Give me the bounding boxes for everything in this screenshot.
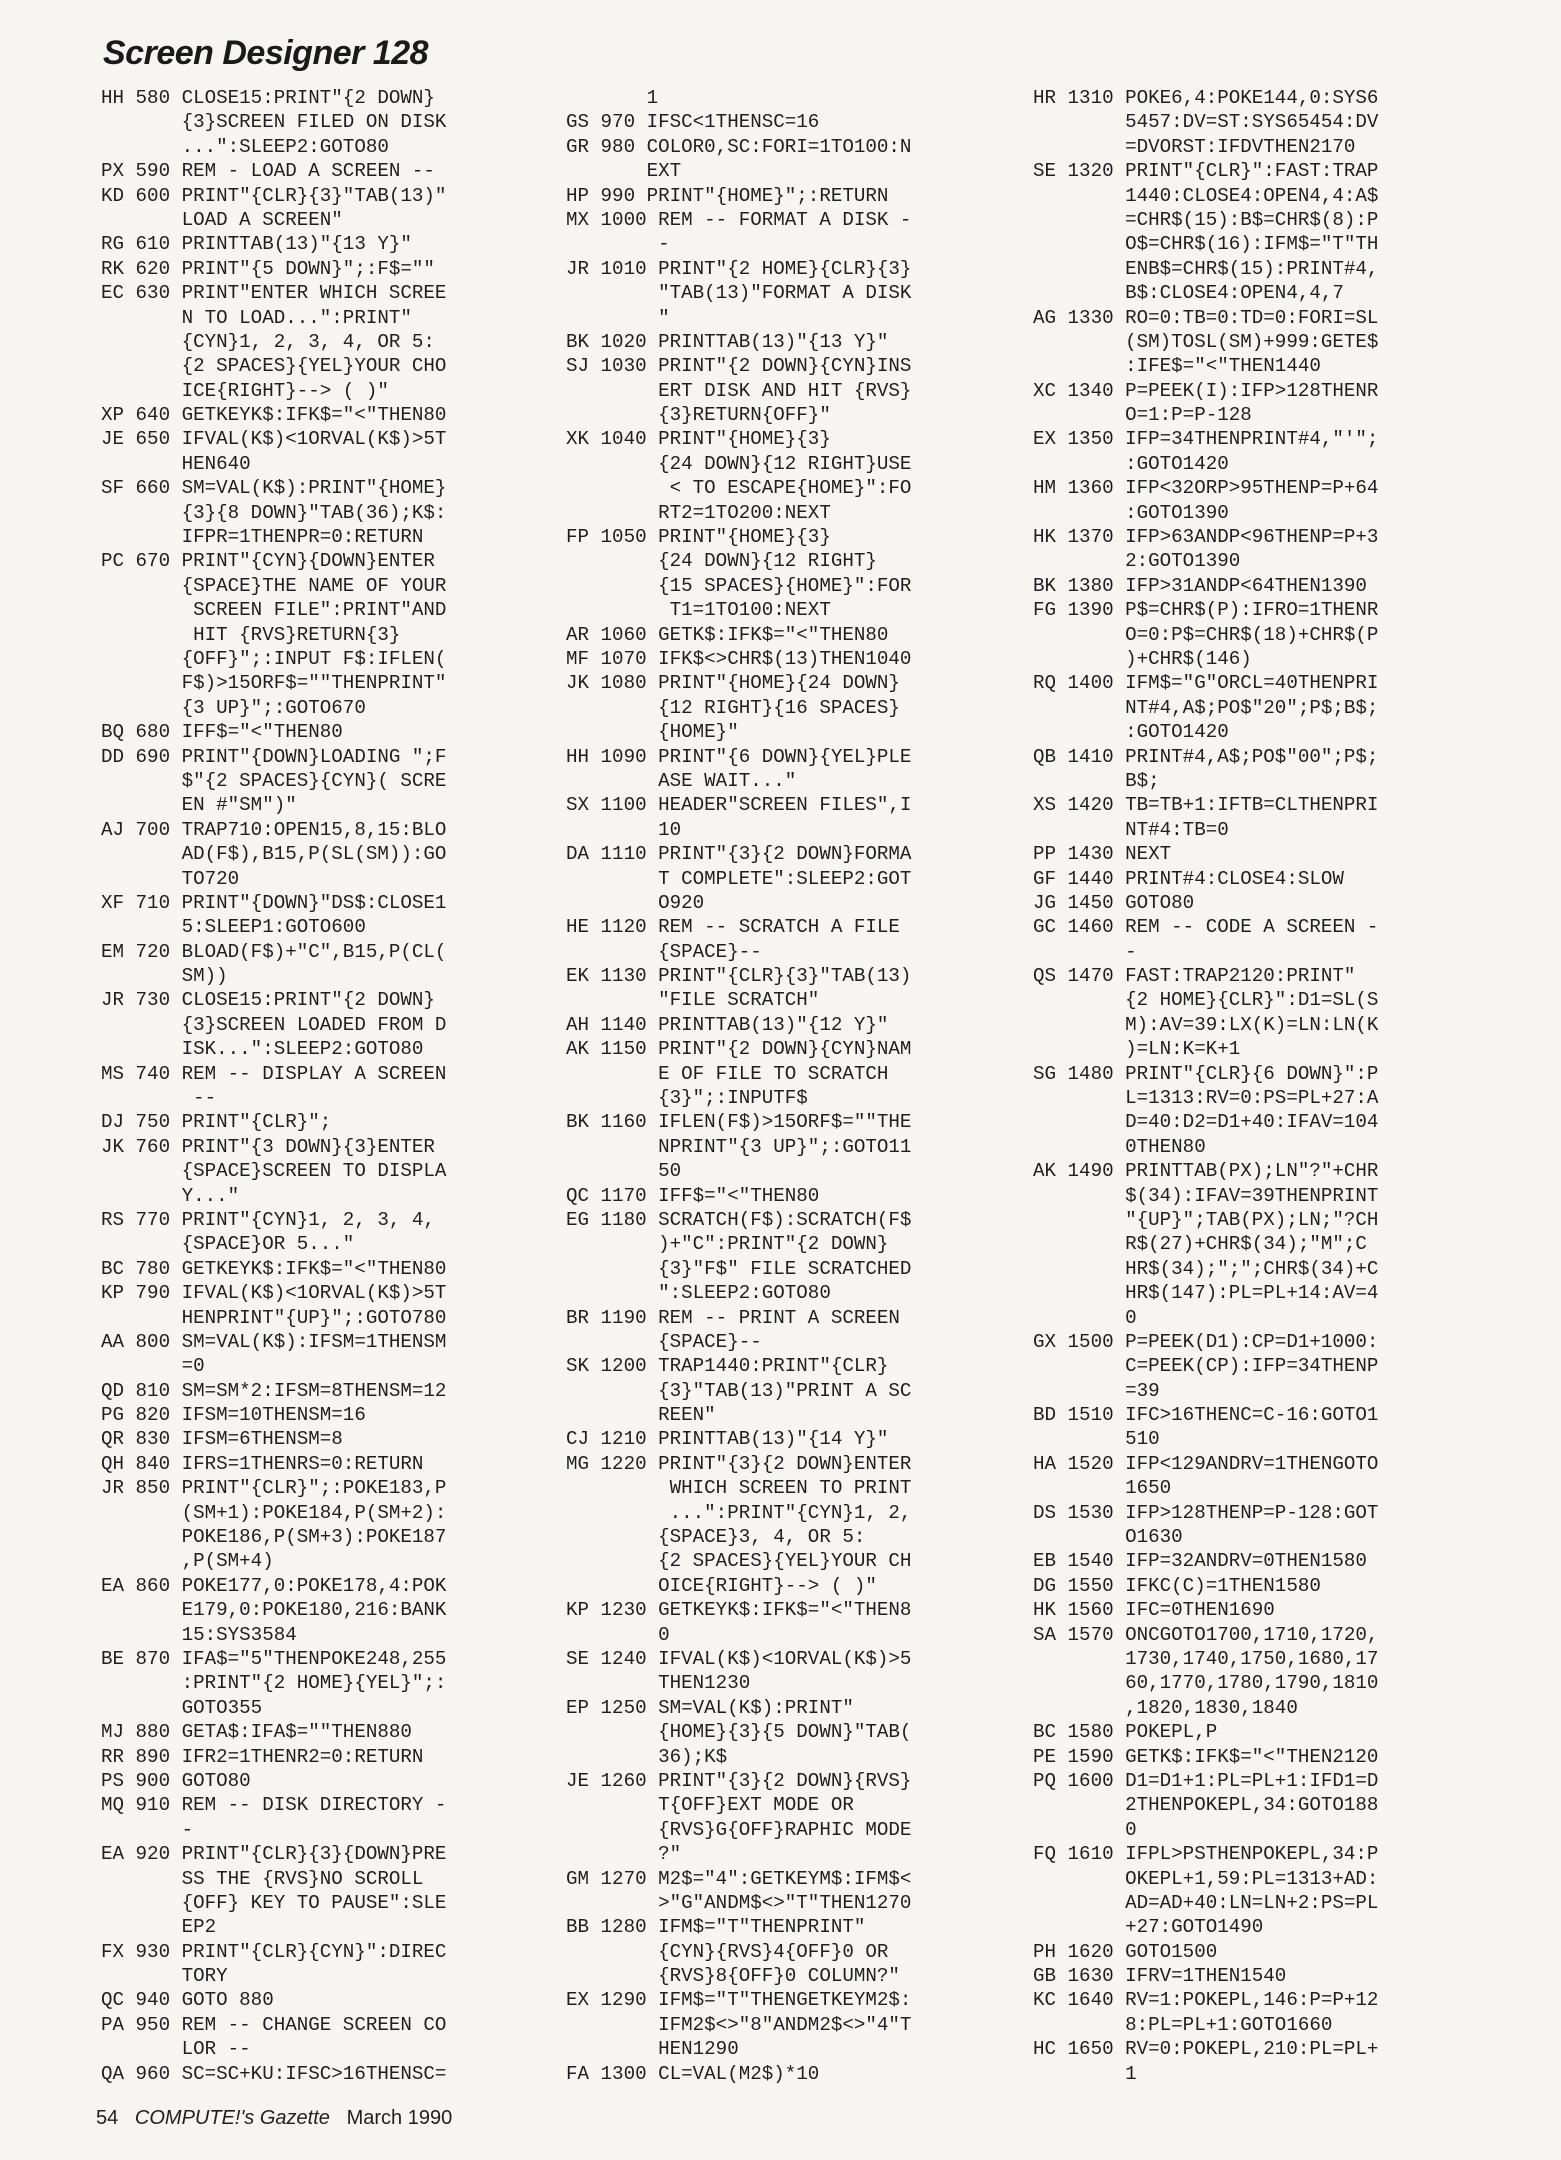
code-line: 10 — [566, 818, 682, 841]
code-line: BC 780 GETKEYK$:IFK$="<"THEN80 — [101, 1257, 447, 1280]
code-line: BE 870 IFA$="5"THENPOKE248,255 — [101, 1648, 447, 1670]
code-line: D=40:D2=D1+40:IFAV=104 — [1033, 1111, 1379, 1134]
code-line: $(34):IFAV=39THENPRINT — [1033, 1184, 1379, 1207]
page-number: 54 — [96, 2107, 119, 2129]
code-line: {SPACE}3, 4, OR 5: — [566, 1526, 866, 1549]
code-line: 1 — [566, 87, 659, 109]
code-line: PA 950 REM -- CHANGE SCREEN CO — [101, 2013, 447, 2036]
code-line: O=0:P$=CHR$(18)+CHR$(P — [1033, 623, 1379, 646]
code-line: ENB$=CHR$(15):PRINT#4, — [1033, 257, 1379, 280]
page-footer — [96, 2107, 452, 2130]
code-line: {15 SPACES}{HOME}":FOR — [566, 574, 912, 597]
code-line: {2 SPACES}{YEL}YOUR CHO — [101, 355, 447, 378]
code-line: HK 1560 IFC=0THEN1690 — [1033, 1599, 1275, 1622]
code-line: JE 1260 PRINT"{3}{2 DOWN}{RVS} — [566, 1769, 912, 1792]
code-line: HM 1360 IFP<32ORP>95THENP=P+64 — [1033, 477, 1379, 500]
code-line: HE 1120 REM -- SCRATCH A FILE — [566, 916, 900, 939]
code-line: SS THE {RVS}NO SCROLL — [101, 1867, 424, 1890]
code-line: 5:SLEEP1:GOTO600 — [101, 916, 366, 939]
code-line: XC 1340 P=PEEK(I):IFP>128THENR — [1033, 379, 1379, 402]
code-line: =CHR$(15):B$=CHR$(8):P — [1033, 208, 1379, 231]
code-line: :GOTO1390 — [1033, 501, 1229, 524]
code-line: KD 600 PRINT"{CLR}{3}"TAB(13)" — [101, 184, 447, 207]
code-line: B$; — [1033, 769, 1160, 792]
code-line: PE 1590 GETK$:IFK$="<"THEN2120 — [1033, 1745, 1379, 1768]
code-line: XP 640 GETKEYK$:IFK$="<"THEN80 — [101, 404, 447, 427]
code-line: ":SLEEP2:GOTO80 — [566, 1282, 831, 1305]
code-line: XK 1040 PRINT"{HOME}{3} — [566, 428, 831, 451]
code-line: RQ 1400 IFM$="G"ORCL=40THENPRI — [1033, 672, 1379, 695]
code-line: ASE WAIT..." — [566, 769, 797, 792]
code-line: KC 1640 RV=1:POKEPL,146:P=P+12 — [1033, 1989, 1379, 2012]
code-line: MQ 910 REM -- DISK DIRECTORY - — [101, 1794, 447, 1817]
code-line: {2 SPACES}{YEL}YOUR CH — [566, 1550, 912, 1573]
code-line: "FILE SCRATCH" — [566, 989, 820, 1012]
code-line: :GOTO1420 — [1033, 721, 1229, 744]
code-line: DG 1550 IFKC(C)=1THEN1580 — [1033, 1574, 1321, 1597]
code-line: {3}"TAB(13)"PRINT A SC — [566, 1379, 912, 1402]
code-line: BQ 680 IFF$="<"THEN80 — [101, 721, 343, 744]
code-line: 15:SYS3584 — [101, 1623, 297, 1646]
code-line: GX 1500 P=PEEK(D1):CP=D1+1000: — [1033, 1330, 1379, 1353]
code-line: OICE{RIGHT}--> ( )" — [566, 1574, 877, 1597]
code-line: EX 1290 IFM$="T"THENGETKEYM2$: — [566, 1989, 912, 2012]
code-line: {12 RIGHT}{16 SPACES} — [566, 696, 900, 719]
code-line: {SPACE}THE NAME OF YOUR — [101, 574, 447, 597]
code-line: EK 1130 PRINT"{CLR}{3}"TAB(13) — [566, 965, 912, 988]
code-line: SCREEN FILE":PRINT"AND — [101, 599, 447, 622]
code-line: F$)>15ORF$=""THENPRINT" — [101, 672, 447, 695]
code-line: EN #"SM")" — [101, 794, 297, 817]
code-line: ,1820,1830,1840 — [1033, 1696, 1298, 1719]
code-line: {SPACE}OR 5..." — [101, 1233, 355, 1256]
code-line: PH 1620 GOTO1500 — [1033, 1940, 1218, 1963]
code-line: XF 710 PRINT"{DOWN}"DS$:CLOSE1 — [101, 891, 447, 914]
code-line: DJ 750 PRINT"{CLR}"; — [101, 1111, 332, 1134]
code-line: R$(27)+CHR$(34);"M";C — [1033, 1233, 1367, 1256]
code-line: JR 1010 PRINT"{2 HOME}{CLR}{3} — [566, 257, 912, 280]
code-line: KP 790 IFVAL(K$)<1ORVAL(K$)>5T — [101, 1282, 447, 1305]
code-line: {3}";:INPUTF$ — [566, 1087, 808, 1110]
code-line: - — [1033, 940, 1137, 963]
code-line: {24 DOWN}{12 RIGHT} — [566, 550, 877, 573]
code-line: M):AV=39:LX(K)=LN:LN(K — [1033, 1013, 1379, 1036]
code-line: {CYN}{RVS}4{OFF}0 OR — [566, 1940, 889, 1963]
code-line: SK 1200 TRAP1440:PRINT"{CLR} — [566, 1355, 889, 1378]
code-line: MS 740 REM -- DISPLAY A SCREEN — [101, 1062, 447, 1085]
code-line: BK 1380 IFP>31ANDP<64THEN1390 — [1033, 574, 1367, 597]
code-line: {3 UP}";:GOTO670 — [101, 696, 366, 719]
code-line: {CYN}1, 2, 3, 4, OR 5: — [101, 330, 435, 353]
code-line: GF 1440 PRINT#4:CLOSE4:SLOW — [1033, 867, 1344, 890]
code-line: QA 960 SC=SC+KU:IFSC>16THENSC= — [101, 2062, 447, 2085]
code-line: HEN1290 — [566, 2038, 739, 2061]
code-line: )=LN:K=K+1 — [1033, 1038, 1241, 1061]
code-line: "TAB(13)"FORMAT A DISK — [566, 282, 912, 305]
code-line: 36);K$ — [566, 1745, 728, 1768]
code-line: THEN1230 — [566, 1672, 751, 1695]
code-line: HH 580 CLOSE15:PRINT"{2 DOWN} — [101, 87, 435, 109]
code-line: RT2=1TO200:NEXT — [566, 501, 831, 524]
code-line: JK 760 PRINT"{3 DOWN}{3}ENTER — [101, 1135, 435, 1158]
code-line: EA 860 POKE177,0:POKE178,4:POK — [101, 1574, 447, 1597]
code-line: {3}SCREEN FILED ON DISK — [101, 111, 447, 134]
code-line: ...":SLEEP2:GOTO80 — [101, 135, 389, 158]
code-line: < TO ESCAPE{HOME}":FO — [566, 477, 912, 500]
code-line: >"G"ANDM$<>"T"THEN1270 — [566, 1891, 912, 1914]
code-line: QH 840 IFRS=1THENRS=0:RETURN — [101, 1452, 424, 1475]
code-line: O1630 — [1033, 1526, 1183, 1549]
code-line: O920 — [566, 891, 705, 914]
code-line: 1 — [1033, 2062, 1137, 2085]
code-line: ...":PRINT"{CYN}1, 2, — [566, 1501, 912, 1524]
code-line: 0 — [1033, 1306, 1137, 1329]
code-line: :IFE$="<"THEN1440 — [1033, 355, 1321, 378]
code-line: HA 1520 IFP<129ANDRV=1THENGOTO — [1033, 1452, 1379, 1475]
code-line: EA 920 PRINT"{CLR}{3}{DOWN}PRE — [101, 1843, 447, 1866]
code-line: TO720 — [101, 867, 240, 890]
code-line: SA 1570 ONCGOTO1700,1710,1720, — [1033, 1623, 1379, 1646]
code-line: PG 820 IFSM=10THENSM=16 — [101, 1404, 366, 1427]
code-line: RR 890 IFR2=1THENR2=0:RETURN — [101, 1745, 424, 1768]
code-line: 0 — [566, 1623, 670, 1646]
code-line: Y..." — [101, 1184, 240, 1207]
code-line: HR 1310 POKE6,4:POKE144,0:SYS6 — [1033, 87, 1379, 109]
code-line: E179,0:POKE180,216:BANK — [101, 1599, 447, 1622]
code-line: DA 1110 PRINT"{3}{2 DOWN}FORMA — [566, 843, 912, 866]
code-line: JG 1450 GOTO80 — [1033, 891, 1195, 914]
code-line: GR 980 COLOR0,SC:FORI=1TO100:N — [566, 135, 912, 158]
code-line: IFM2$<>"8"ANDM2$<>"4"T — [566, 2013, 912, 2036]
code-line: GM 1270 M2$="4":GETKEYM$:IFM$< — [566, 1867, 912, 1890]
code-line: BR 1190 REM -- PRINT A SCREEN — [566, 1306, 900, 1329]
code-line: FP 1050 PRINT"{HOME}{3} — [566, 526, 831, 549]
code-line: MF 1070 IFK$<>CHR$(13)THEN1040 — [566, 647, 912, 670]
code-line: ISK...":SLEEP2:GOTO80 — [101, 1038, 424, 1061]
code-line: IFPR=1THENPR=0:RETURN — [101, 526, 424, 549]
code-line: HENPRINT"{UP}";:GOTO780 — [101, 1306, 447, 1329]
code-line: O$=CHR$(16):IFM$="T"TH — [1033, 233, 1379, 256]
code-line: GS 970 IFSC<1THENSC=16 — [566, 111, 820, 134]
code-line: FX 930 PRINT"{CLR}{CYN}":DIREC — [101, 1940, 447, 1963]
code-line: 5457:DV=ST:SYS65454:DV — [1033, 111, 1379, 134]
code-line: CJ 1210 PRINTTAB(13)"{14 Y}" — [566, 1428, 889, 1451]
code-line: WHICH SCREEN TO PRINT — [566, 1477, 912, 1500]
code-line: QC 940 GOTO 880 — [101, 1989, 274, 2012]
code-line: E OF FILE TO SCRATCH — [566, 1062, 889, 1085]
code-line: AJ 700 TRAP710:OPEN15,8,15:BLO — [101, 818, 447, 841]
code-line: FA 1300 CL=VAL(M2$)*10 — [566, 2062, 820, 2085]
code-line: KP 1230 GETKEYK$:IFK$="<"THEN8 — [566, 1599, 912, 1622]
code-line: MX 1000 REM -- FORMAT A DISK - — [566, 208, 912, 231]
code-line: C=PEEK(CP):IFP=34THENP — [1033, 1355, 1379, 1378]
code-line: SM)) — [101, 965, 228, 988]
code-line: " — [566, 306, 670, 329]
page-title: Screen Designer 128 — [103, 34, 429, 72]
code-line: 8:PL=PL+1:GOTO1660 — [1033, 2013, 1333, 2036]
code-line: BK 1020 PRINTTAB(13)"{13 Y}" — [566, 330, 889, 353]
code-line: GC 1460 REM -- CODE A SCREEN - — [1033, 916, 1379, 939]
code-line: AD=AD+40:LN=LN+2:PS=PL — [1033, 1891, 1379, 1914]
code-line: REEN" — [566, 1404, 716, 1427]
code-line: $"{2 SPACES}{CYN}( SCRE — [101, 769, 447, 792]
code-line: {3}{8 DOWN}"TAB(36);K$: — [101, 501, 447, 524]
code-line: HEN640 — [101, 452, 251, 475]
code-line: {HOME}{3}{5 DOWN}"TAB( — [566, 1721, 912, 1744]
code-line: LOAD A SCREEN" — [101, 208, 343, 231]
code-line: - — [566, 233, 670, 256]
code-line: EXT — [566, 160, 682, 183]
code-line: NPRINT"{3 UP}";:GOTO11 — [566, 1135, 912, 1158]
code-line: JR 850 PRINT"{CLR}";:POKE183,P — [101, 1477, 447, 1500]
code-line: =0 — [101, 1355, 205, 1378]
code-line: N TO LOAD...":PRINT" — [101, 306, 412, 329]
code-line: QB 1410 PRINT#4,A$;PO$"00";P$; — [1033, 745, 1379, 768]
code-line: {3}SCREEN LOADED FROM D — [101, 1013, 447, 1036]
code-line: AA 800 SM=VAL(K$):IFSM=1THENSM — [101, 1330, 447, 1353]
code-line: SE 1320 PRINT"{CLR}":FAST:TRAP — [1033, 160, 1379, 183]
code-line: {SPACE}-- — [566, 940, 762, 963]
code-line: 1650 — [1033, 1477, 1172, 1500]
code-line: SF 660 SM=VAL(K$):PRINT"{HOME} — [101, 477, 447, 500]
code-line: POKE186,P(SM+3):POKE187 — [101, 1526, 447, 1549]
issue-date: March 1990 — [346, 2107, 453, 2129]
code-line: EB 1540 IFP=32ANDRV=0THEN1580 — [1033, 1550, 1367, 1573]
code-line: HC 1650 RV=0:POKEPL,210:PL=PL+ — [1033, 2038, 1379, 2061]
code-line: 0THEN80 — [1033, 1135, 1206, 1158]
code-line: O=1:P=P-128 — [1033, 404, 1252, 427]
magazine-name: COMPUTE!'s Gazette — [134, 2107, 330, 2129]
code-line: {2 HOME}{CLR}":D1=SL(S — [1033, 989, 1379, 1012]
code-line: 50 — [566, 1160, 682, 1183]
code-line: PS 900 GOTO80 — [101, 1769, 251, 1792]
code-line: )+"C":PRINT"{2 DOWN} — [566, 1233, 889, 1256]
code-line: EM 720 BLOAD(F$)+"C",B15,P(CL( — [101, 940, 447, 963]
code-line: T COMPLETE":SLEEP2:GOT — [566, 867, 912, 890]
code-line: SX 1100 HEADER"SCREEN FILES",I — [566, 794, 912, 817]
code-line: -- — [101, 1087, 217, 1110]
listing-column-2 — [566, 86, 1006, 2086]
code-line: =DVORST:IFDVTHEN2170 — [1033, 135, 1356, 158]
code-line: NT#4,A$;PO$"20";P$;B$; — [1033, 696, 1379, 719]
code-line: PX 590 REM - LOAD A SCREEN -- — [101, 160, 435, 183]
code-line: HR$(147):PL=PL+14:AV=4 — [1033, 1282, 1379, 1305]
code-line: {RVS}G{OFF}RAPHIC MODE — [566, 1818, 912, 1841]
code-line: BC 1580 POKEPL,P — [1033, 1721, 1218, 1744]
code-line: EC 630 PRINT"ENTER WHICH SCREE — [101, 282, 447, 305]
code-line: 1730,1740,1750,1680,17 — [1033, 1648, 1379, 1670]
code-line: QR 830 IFSM=6THENSM=8 — [101, 1428, 343, 1451]
code-line: AK 1150 PRINT"{2 DOWN}{CYN}NAM — [566, 1038, 912, 1061]
code-line: {RVS}8{OFF}0 COLUMN?" — [566, 1965, 900, 1988]
code-line: TORY — [101, 1965, 228, 1988]
code-line: QC 1170 IFF$="<"THEN80 — [566, 1184, 820, 1207]
listing-column-3 — [1033, 86, 1533, 2086]
code-line: ,P(SM+4) — [101, 1550, 274, 1573]
code-line: JR 730 CLOSE15:PRINT"{2 DOWN} — [101, 989, 435, 1012]
code-line: ICE{RIGHT}--> ( )" — [101, 379, 389, 402]
code-line: )+CHR$(146) — [1033, 647, 1252, 670]
code-line: PP 1430 NEXT — [1033, 843, 1172, 866]
code-line: AR 1060 GETK$:IFK$="<"THEN80 — [566, 623, 889, 646]
code-line: RS 770 PRINT"{CYN}1, 2, 3, 4, — [101, 1208, 435, 1231]
code-line: =39 — [1033, 1379, 1160, 1402]
code-line: {SPACE}SCREEN TO DISPLA — [101, 1160, 447, 1183]
code-line: PQ 1600 D1=D1+1:PL=PL+1:IFD1=D — [1033, 1769, 1379, 1792]
code-line: +27:GOTO1490 — [1033, 1916, 1264, 1939]
code-line: AG 1330 RO=0:TB=0:TD=0:FORI=SL — [1033, 306, 1379, 329]
code-line: {3}"F$" FILE SCRATCHED — [566, 1257, 912, 1280]
code-line: 1440:CLOSE4:OPEN4,4:A$ — [1033, 184, 1379, 207]
code-line: (SM)TOSL(SM)+999:GETE$ — [1033, 330, 1379, 353]
code-line: AD(F$),B15,P(SL(SM)):GO — [101, 843, 447, 866]
code-line: HIT {RVS}RETURN{3} — [101, 623, 401, 646]
code-line: QD 810 SM=SM*2:IFSM=8THENSM=12 — [101, 1379, 447, 1402]
code-line: SE 1240 IFVAL(K$)<1ORVAL(K$)>5 — [566, 1648, 912, 1670]
code-line: EG 1180 SCRATCH(F$):SCRATCH(F$ — [566, 1208, 912, 1231]
code-line: JE 650 IFVAL(K$)<1ORVAL(K$)>5T — [101, 428, 447, 451]
code-line: L=1313:RV=0:PS=PL+27:A — [1033, 1087, 1379, 1110]
code-line: DD 690 PRINT"{DOWN}LOADING ";F — [101, 745, 447, 768]
code-line: MG 1220 PRINT"{3}{2 DOWN}ENTER — [566, 1452, 912, 1475]
code-line: DS 1530 IFP>128THENP=P-128:GOT — [1033, 1501, 1379, 1524]
code-line: AK 1490 PRINTTAB(PX);LN"?"+CHR — [1033, 1160, 1379, 1183]
code-line: EX 1350 IFP=34THENPRINT#4,"'"; — [1033, 428, 1379, 451]
code-line: BK 1160 IFLEN(F$)>15ORF$=""THE — [566, 1111, 912, 1134]
listing-column-1 — [101, 86, 541, 2086]
code-line: {OFF}";:INPUT F$:IFLEN( — [101, 647, 447, 670]
code-line: "{UP}";TAB(PX);LN;"?CH — [1033, 1208, 1379, 1231]
code-line: GOTO355 — [101, 1696, 263, 1719]
code-line: HP 990 PRINT"{HOME}";:RETURN — [566, 184, 889, 207]
code-line: FQ 1610 IFPL>PSTHENPOKEPL,34:P — [1033, 1843, 1379, 1866]
code-line: SG 1480 PRINT"{CLR}{6 DOWN}":P — [1033, 1062, 1379, 1085]
code-line: {OFF} KEY TO PAUSE":SLE — [101, 1891, 447, 1914]
code-line: ERT DISK AND HIT {RVS} — [566, 379, 912, 402]
code-line: BD 1510 IFC>16THENC=C-16:GOTO1 — [1033, 1404, 1379, 1427]
code-line: GB 1630 IFRV=1THEN1540 — [1033, 1965, 1287, 1988]
code-line: XS 1420 TB=TB+1:IFTB=CLTHENPRI — [1033, 794, 1379, 817]
code-line: 60,1770,1780,1790,1810 — [1033, 1672, 1379, 1695]
code-line: NT#4:TB=0 — [1033, 818, 1229, 841]
code-line: SJ 1030 PRINT"{2 DOWN}{CYN}INS — [566, 355, 912, 378]
code-line: HH 1090 PRINT"{6 DOWN}{YEL}PLE — [566, 745, 912, 768]
code-line: FG 1390 P$=CHR$(P):IFRO=1THENR — [1033, 599, 1379, 622]
code-line: HR$(34);";";CHR$(34)+C — [1033, 1257, 1379, 1280]
code-line: T{OFF}EXT MODE OR — [566, 1794, 854, 1817]
code-line: 510 — [1033, 1428, 1160, 1451]
code-line: JK 1080 PRINT"{HOME}{24 DOWN} — [566, 672, 900, 695]
code-line: MJ 880 GETA$:IFA$=""THEN880 — [101, 1721, 412, 1744]
code-line: RK 620 PRINT"{5 DOWN}";:F$="" — [101, 257, 435, 280]
code-line: EP 1250 SM=VAL(K$):PRINT" — [566, 1696, 854, 1719]
code-line: LOR -- — [101, 2038, 251, 2061]
code-line: 2:GOTO1390 — [1033, 550, 1241, 573]
code-line: ?" — [566, 1843, 682, 1866]
code-line: {24 DOWN}{12 RIGHT}USE — [566, 452, 912, 475]
code-line: (SM+1):POKE184,P(SM+2): — [101, 1501, 447, 1524]
code-line: T1=1TO100:NEXT — [566, 599, 831, 622]
code-line: AH 1140 PRINTTAB(13)"{12 Y}" — [566, 1013, 889, 1036]
code-line: :PRINT"{2 HOME}{YEL}";: — [101, 1672, 447, 1695]
code-line: RG 610 PRINTTAB(13)"{13 Y}" — [101, 233, 412, 256]
code-line: 2THENPOKEPL,34:GOTO188 — [1033, 1794, 1379, 1817]
code-line: OKEPL+1,59:PL=1313+AD: — [1033, 1867, 1379, 1890]
code-line: - — [101, 1818, 194, 1841]
code-line: B$:CLOSE4:OPEN4,4,7 — [1033, 282, 1344, 305]
code-line: BB 1280 IFM$="T"THENPRINT" — [566, 1916, 866, 1939]
code-line: HK 1370 IFP>63ANDP<96THENP=P+3 — [1033, 526, 1379, 549]
code-line: {3}RETURN{OFF}" — [566, 404, 831, 427]
code-line: {HOME}" — [566, 721, 739, 744]
code-line: {SPACE}-- — [566, 1330, 762, 1353]
code-line: QS 1470 FAST:TRAP2120:PRINT" — [1033, 965, 1356, 988]
code-line: PC 670 PRINT"{CYN}{DOWN}ENTER — [101, 550, 435, 573]
code-line: EP2 — [101, 1916, 217, 1939]
code-line: :GOTO1420 — [1033, 452, 1229, 475]
code-line: 0 — [1033, 1818, 1137, 1841]
